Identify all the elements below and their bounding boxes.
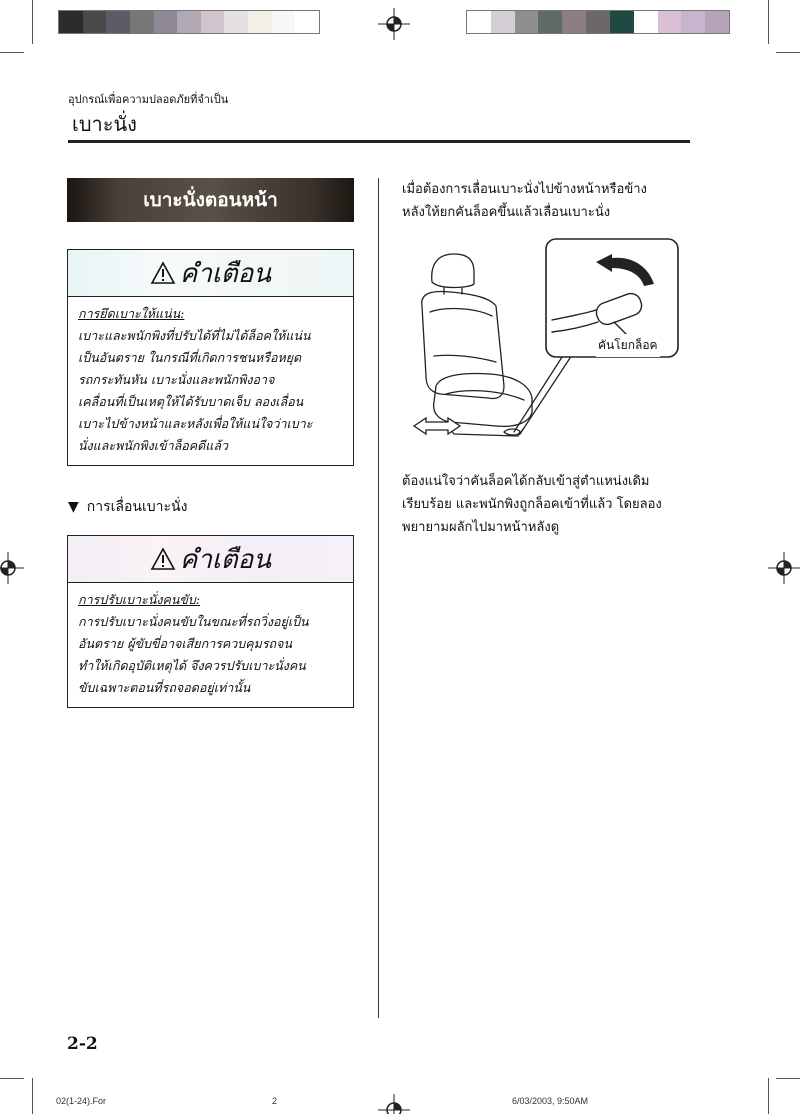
warning-box (67, 535, 354, 708)
warning-line: เบาะไปข้างหน้าและหลังเพื่อให้แน่ใจว่าเบาะ (78, 416, 313, 431)
text-line: พยายามผลักไปมาหน้าหลังดู (402, 520, 560, 535)
warning-line: เป็นอันตราย ในกรณีที่เกิดการชนหรือหยุด (78, 350, 302, 365)
warning-subtitle: การปรับเบาะนั่งคนขับ: (78, 592, 201, 607)
color-swatch (248, 11, 272, 33)
crop-mark (768, 0, 769, 44)
registration-mark-icon (378, 8, 410, 40)
crop-mark (32, 1078, 33, 1114)
crop-mark (32, 0, 33, 44)
triangle-bullet-icon: ▼ (68, 499, 79, 515)
warning-header (68, 250, 353, 297)
text-line: หลังให้ยกคันล็อคขึ้นแล้วเลื่อนเบาะนั่ง (402, 205, 611, 220)
intro-text (402, 178, 647, 224)
footer-file: 02(1-24).For (56, 1096, 107, 1106)
warning-body (68, 583, 353, 707)
warning-line: รถกระทันหัน เบาะนั่งและพนักพิงอาจ (78, 372, 275, 387)
crop-mark (776, 1078, 800, 1079)
color-swatch (467, 11, 491, 33)
warning-body (68, 297, 353, 465)
registration-mark-icon (378, 1094, 410, 1114)
registration-mark-icon (768, 552, 800, 584)
crop-mark (776, 52, 800, 53)
color-swatch (586, 11, 610, 33)
color-swatch (610, 11, 634, 33)
subheading (68, 496, 187, 518)
color-swatch (224, 11, 248, 33)
warning-line: ขับเฉพาะตอนที่รถจอดอยู่เท่านั้น (78, 680, 251, 695)
color-swatch (634, 11, 658, 33)
color-swatch (130, 11, 154, 33)
crop-mark (0, 1078, 24, 1079)
color-swatch (705, 11, 729, 33)
column-divider (378, 178, 379, 1018)
warning-header (68, 536, 353, 583)
color-bar-left (58, 10, 320, 34)
note-text (402, 470, 662, 539)
color-swatch (515, 11, 539, 33)
color-swatch (177, 11, 201, 33)
warning-line: นั่งและพนักพิงเข้าล็อคดีแล้ว (78, 438, 228, 453)
figure-label: คันโยกล็อค (596, 334, 660, 357)
footer-page: 2 (272, 1096, 278, 1106)
warning-line: การปรับเบาะนั่งคนขับในขณะที่รถวิ่งอยู่เป็น (78, 614, 309, 629)
warning-line: เบาะและพนักพิงที่ปรับได้ที่ไม่ได้ล็อคให้แน่น (78, 328, 311, 343)
warning-subtitle: การยึดเบาะให้แน่น: (78, 306, 185, 321)
header-rule (68, 140, 690, 143)
warning-line: เคลื่อนที่เป็นเหตุให้ได้รับบาดเจ็บ ลองเลื่อน (78, 394, 304, 409)
color-swatch (154, 11, 178, 33)
warning-title: คำเตือน (179, 258, 272, 289)
color-swatch (658, 11, 682, 33)
warning-line: ทำให้เกิดอุบัติเหตุได้ จึงควรปรับเบาะนั่งคน (78, 658, 306, 673)
warning-box (67, 249, 354, 466)
warning-title: คำเตือน (179, 544, 272, 575)
double-arrow-icon (414, 418, 460, 434)
color-swatch (106, 11, 130, 33)
color-swatch (562, 11, 586, 33)
crop-mark (0, 52, 24, 53)
color-swatch (272, 11, 296, 33)
section-title: เบาะนั่งตอนหน้า (67, 178, 354, 222)
text-line: เรียบร้อย และพนักพิงถูกล็อคเข้าที่แล้ว โดยลอง (402, 497, 662, 512)
color-bar-right (466, 10, 730, 34)
subheading-text: การเลื่อนเบาะนั่ง (86, 499, 188, 515)
footer-timestamp: 6/03/2003, 9:50AM (512, 1096, 589, 1106)
warning-line: อันตราย ผู้ขับขี่อาจเสียการควบคุมรถจน (78, 636, 292, 651)
warning-triangle-icon (150, 547, 176, 571)
text-line: เมื่อต้องการเลื่อนเบาะนั่งไปข้างหน้าหรือข้าง (402, 182, 647, 197)
page-number: 2-2 (67, 1034, 98, 1054)
color-swatch (83, 11, 107, 33)
registration-mark-icon (0, 552, 24, 584)
color-swatch (681, 11, 705, 33)
color-swatch (59, 11, 83, 33)
color-swatch (491, 11, 515, 33)
crop-mark (768, 1078, 769, 1114)
color-swatch (201, 11, 225, 33)
header-category: อุปกรณ์เพื่อความปลอดภัยที่จำเป็น (68, 93, 229, 106)
color-swatch (538, 11, 562, 33)
color-swatch (295, 11, 319, 33)
text-line: ต้องแน่ใจว่าคันล็อคได้กลับเข้าสู่ตำแหน่งเดิม (402, 474, 650, 489)
page-title: เบาะนั่ง (72, 112, 137, 136)
warning-triangle-icon (150, 261, 176, 285)
